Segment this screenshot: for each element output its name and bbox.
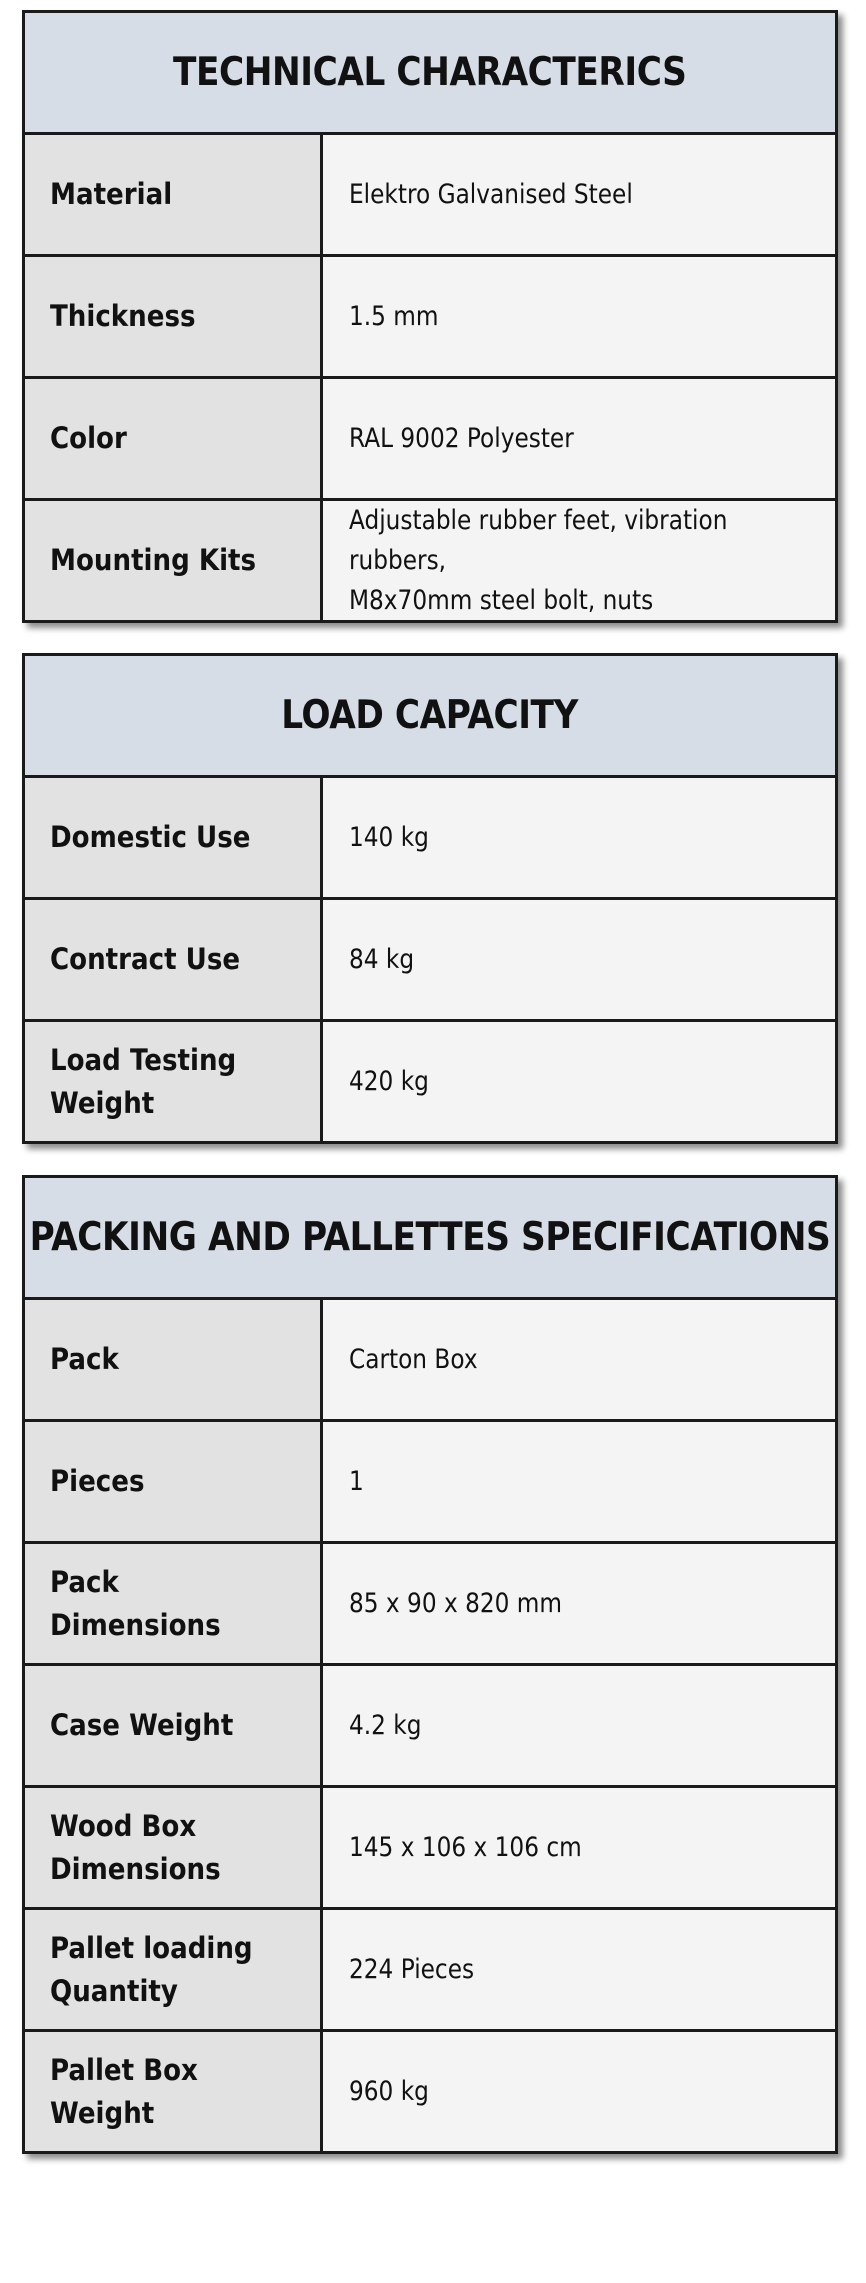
- table-row: [25, 1300, 835, 1422]
- row-label: Case Weight: [25, 1666, 323, 1785]
- table-row: [25, 1544, 835, 1666]
- row-label: Pieces: [25, 1422, 323, 1541]
- table-row: [25, 1422, 835, 1544]
- load-table-title: LOAD CAPACITY: [25, 656, 835, 778]
- row-label: Pallet Box Weight: [25, 2032, 323, 2151]
- row-value: 1: [323, 1422, 835, 1541]
- row-value: Adjustable rubber feet, vibration rubbers, M8x70mm steel bolt, nuts: [323, 501, 835, 620]
- row-value: Elektro Galvanised Steel: [323, 135, 835, 254]
- technical-table-title: TECHNICAL CHARACTERICS: [25, 13, 835, 135]
- packing-table-title: PACKING AND PALLETTES SPECIFICATIONS: [25, 1178, 835, 1300]
- table-row: [25, 1022, 835, 1141]
- row-label: Mounting Kits: [25, 501, 323, 620]
- row-label: Color: [25, 379, 323, 498]
- row-label: Thickness: [25, 257, 323, 376]
- table-row: [25, 379, 835, 501]
- table-row: [25, 778, 835, 900]
- table-row: [25, 1910, 835, 2032]
- technical-characteristics-table: [22, 10, 838, 623]
- table-row: [25, 135, 835, 257]
- table-row: [25, 1666, 835, 1788]
- row-value: Carton Box: [323, 1300, 835, 1419]
- row-value: 224 Pieces: [323, 1910, 835, 2029]
- row-value: 960 kg: [323, 2032, 835, 2151]
- row-value: 84 kg: [323, 900, 835, 1019]
- row-value: 85 x 90 x 820 mm: [323, 1544, 835, 1663]
- row-label: Pack Dimensions: [25, 1544, 323, 1663]
- load-capacity-table: [22, 653, 838, 1144]
- row-label: Contract Use: [25, 900, 323, 1019]
- table-row: [25, 257, 835, 379]
- row-label: Material: [25, 135, 323, 254]
- row-value: RAL 9002 Polyester: [323, 379, 835, 498]
- row-label: Domestic Use: [25, 778, 323, 897]
- row-value: 140 kg: [323, 778, 835, 897]
- table-row: [25, 1788, 835, 1910]
- row-label: Pallet loading Quantity: [25, 1910, 323, 2029]
- packing-specifications-table: [22, 1175, 838, 2154]
- row-value: 420 kg: [323, 1022, 835, 1141]
- row-value: 4.2 kg: [323, 1666, 835, 1785]
- row-label: Load Testing Weight: [25, 1022, 323, 1141]
- row-value: 1.5 mm: [323, 257, 835, 376]
- row-label: Wood Box Dimensions: [25, 1788, 323, 1907]
- table-row: [25, 501, 835, 620]
- table-row: [25, 900, 835, 1022]
- row-label: Pack: [25, 1300, 323, 1419]
- table-row: [25, 2032, 835, 2151]
- row-value: 145 x 106 x 106 cm: [323, 1788, 835, 1907]
